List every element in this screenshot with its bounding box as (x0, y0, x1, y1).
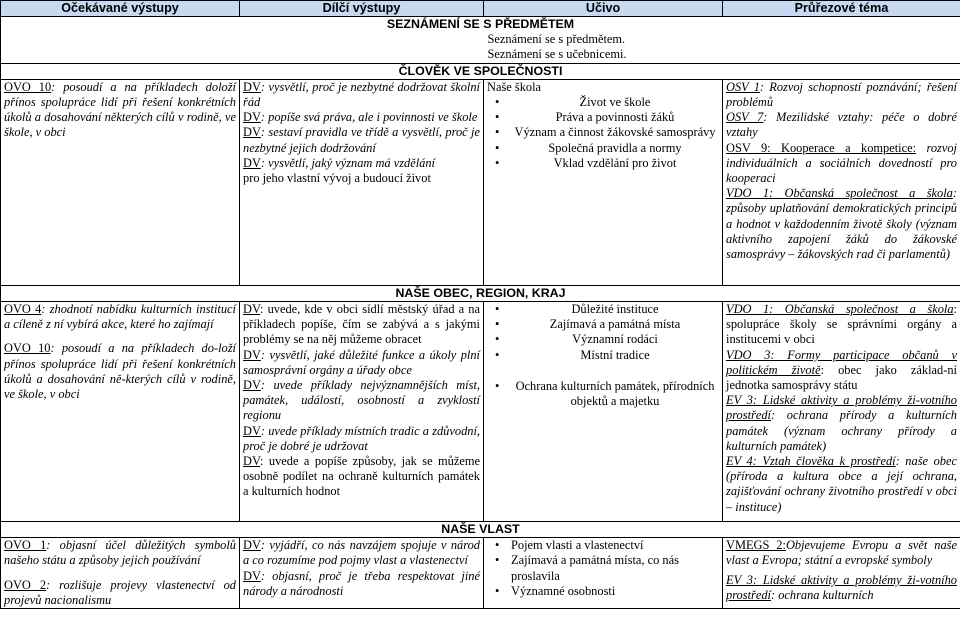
ovo-1-text: OVO 1: objasní účel důležitých symbolů našeho státu a způsoby jejich používání (4, 538, 236, 568)
section-region-themes (723, 302, 960, 522)
section-human-partial (240, 79, 484, 285)
dv-education-value: DV: vysvětlí, jaký význam má vzdělání (243, 155, 435, 170)
list-item: • Zajímavá a památná místa, co nás proslavila (511, 553, 719, 583)
section-nation-outcomes (1, 538, 240, 609)
dv-self-government: DV: vysvětlí, jaké důležité funkce a úkoly plní samosprávní orgány a úřady obce (243, 347, 480, 377)
section-intro-title: SEZNÁMENÍ SE S PŘEDMĚTEM (1, 17, 960, 33)
curriculum-list (487, 302, 719, 409)
dv-local-traditions: DV: uvede příklady místních tradic a zdůvodní, proč je dobré je udržovat (243, 423, 480, 453)
section-human-title-row (1, 63, 960, 79)
list-item: • Místní tradice (511, 348, 719, 363)
header-curriculum: Učivo (484, 1, 723, 17)
section-region-row (1, 302, 960, 522)
section-intro-items (484, 32, 723, 63)
theme-ev3: EV 3: Lidské aktivity a problémy ži-votního prostředí: ochrana přírody a kulturních památek (význam ochrany přírody a kulturních památek) (726, 393, 957, 453)
intro-item: Seznámení se s učebnicemi. (487, 47, 627, 62)
list-item: • Pojem vlasti a vlastenectví (511, 538, 719, 553)
section-human-title: ČLOVĚK VE SPOLEČNOSTI (1, 63, 960, 79)
section-region-title-row (1, 285, 960, 301)
theme-ev3: EV 3: Lidské aktivity a problémy ži-votního prostředí: ochrana kulturních (726, 572, 957, 602)
section-nation-title-row (1, 522, 960, 538)
section-region-curriculum (484, 302, 723, 522)
theme-vmegs2: VMEGS 2:Objevujeme Evropu a svět naše vlast a Evropa; státní a evropské symboly (726, 538, 957, 568)
theme-ev4: EV 4: Vztah člověka k prostředí: naše obec (příroda a kultura obce a její ochrana, zajišťování ochrany životního prostředí v obci – instituce) (726, 454, 957, 514)
section-human-outcomes (1, 79, 240, 285)
section-human-themes (723, 79, 960, 285)
list-item: • Význam a činnost žákovské samosprávy (511, 125, 719, 140)
section-region-title: NAŠE OBEC, REGION, KRAJ (1, 285, 960, 301)
theme-osv7: OSV 7: Mezilidské vztahy: péče o dobré vztahy (726, 110, 958, 140)
dv-education-tail: pro jeho vlastní vývoj a budoucí život (243, 171, 431, 186)
ovo-10-text: OVO 10: posoudí a na příkladech doloží přínos spolupráce lidí při řešení konkrétních úkolů a dosahování některých cílů v rodině, ve škole, v obci (4, 79, 236, 140)
section-nation-partial (240, 538, 484, 609)
header-cross-curricular: Průřezové téma (723, 1, 960, 17)
dv-class-rules: DV: sestaví pravidla ve třídě a vysvětlí, proč je nezbytné jejich dodržování (243, 125, 480, 155)
dv-respect-nations: DV: objasní, proč je třeba respektovat jiné národy a národnosti (243, 568, 480, 598)
intro-item: Seznámení se s předmětem. (487, 32, 626, 47)
theme-vdo1: VDO 1: Občanská společnost a škola: spolupráce školy se správními orgány a institucemi v obci (726, 302, 957, 347)
list-item: • Zajímavá a památná místa (511, 317, 719, 332)
dv-school-rules: DV: vysvětlí, proč je nezbytné dodržovat školní řád (243, 79, 480, 110)
curriculum-heading: Naše škola (487, 79, 542, 94)
section-nation-curriculum (484, 538, 723, 609)
section-nation-row (1, 538, 960, 609)
ovo-2-text: OVO 2: rozlišuje projevy vlastenectví od projevů nacionalismu (4, 577, 236, 607)
list-item: • Práva a povinnosti žáků (511, 110, 719, 125)
section-region-outcomes (1, 302, 240, 522)
dv-heritage-protection: DV: uvede a popíše způsoby, jak se můžeme osobně podílet na ochraně kulturních památek a kulturních hodnot (243, 454, 480, 499)
curriculum-list (487, 95, 719, 171)
theme-vdo3: VDO 3: Formy participace občanů v politickém životě: obec jako základ-ní jednotka samosprávy státu (726, 347, 958, 393)
dv-rights-duties: DV: popíše svá práva, ale i povinnosti ve škole (243, 110, 478, 125)
section-intro-row (1, 32, 960, 63)
list-item: • Vklad vzdělání pro život (511, 156, 719, 171)
section-human-curriculum (484, 79, 723, 285)
header-expected-outcomes: Očekávané výstupy (1, 1, 240, 17)
list-item: • Život ve škole (511, 95, 719, 110)
header-row (1, 1, 960, 17)
list-item: • Společná pravidla a normy (511, 141, 719, 156)
section-nation-themes (723, 538, 960, 609)
header-partial-outcomes: Dílčí výstupy (240, 1, 484, 17)
dv-city-office: DV: uvede, kde v obci sídlí městský úřad a na příkladech popíše, čím se zabývá a s jakými problémy se na něj můžeme obracet (243, 302, 480, 347)
section-intro-title-row (1, 17, 960, 33)
section-human-row (1, 79, 960, 285)
dv-notable-places: DV: uvede příklady nejvýznamnějších míst, památek, událostí, osobností a zvyklostí regionu (243, 378, 480, 423)
ovo-4-text: OVO 4: zhodnotí nabídku kulturních institucí a cíleně z ní vybírá akce, které ho zajímají (4, 302, 236, 332)
curriculum-list (487, 538, 719, 599)
ovo-10-text: OVO 10: posoudí a na příkladech do-loží přínos spolupráce lidí při řešení konkrétních úkolů a dosahování ně-kterých cílů v rodině, ve škole, v obci (4, 341, 236, 402)
list-item: • Důležité instituce (511, 302, 719, 317)
theme-osv9: OSV 9: Kooperace a kompetice: rozvoj individuálních a sociálních dovedností pro kooperaci (726, 140, 957, 186)
list-item: • Významné osobnosti (511, 584, 719, 599)
theme-vdo1: VDO 1: Občanská společnost a škola: způsoby uplatňování demokratických principů a hodnot v každodenním životě školy (význam aktivního zapojení žáků do žákovské samosprávy – žákovských rad či parlamentů) (726, 186, 957, 262)
section-region-partial (240, 302, 484, 522)
theme-osv1: OSV 1: Rozvoj schopností poznávání; řešení problémů (726, 79, 957, 110)
list-item: • Významní rodáci (511, 332, 719, 347)
dv-national-unity: DV: vyjádří, co nás navzájem spojuje v národ a co rozumíme pod pojmy vlast a vlastenectví (243, 538, 480, 568)
section-nation-title: NAŠE VLAST (1, 522, 960, 538)
list-item: • Ochrana kulturních památek, přírodních objektů a majetku (511, 379, 719, 409)
